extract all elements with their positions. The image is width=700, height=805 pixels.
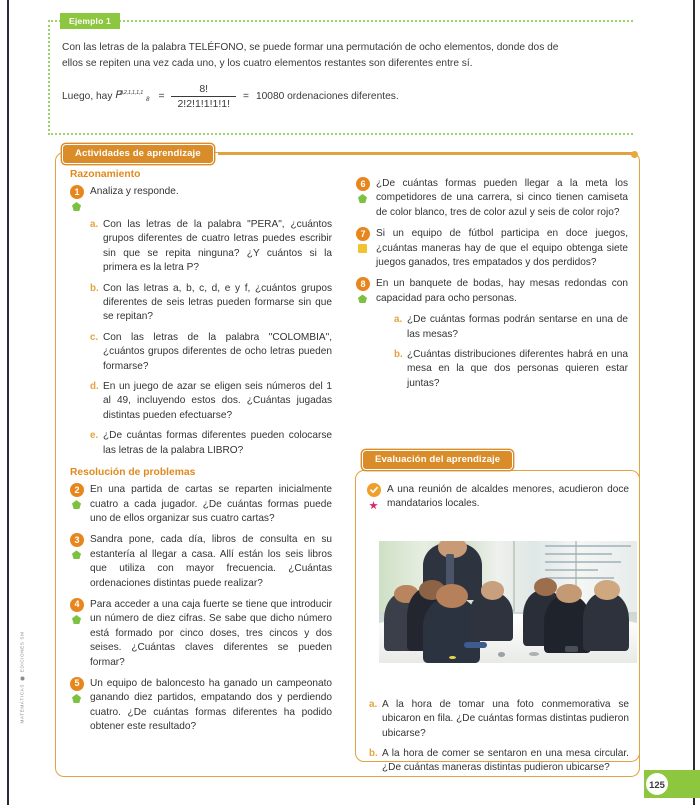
page-number: 125 (646, 773, 668, 795)
header-rule (218, 153, 637, 155)
item-markers (70, 533, 90, 559)
example-box (48, 15, 633, 135)
sub-item-letter: c. (90, 331, 99, 343)
publisher-credit (20, 618, 25, 738)
item-markers (70, 483, 90, 509)
sub-item-letter: a. (90, 219, 99, 230)
evaluation-subitems (369, 698, 629, 776)
sub-item-text: Con las letras de la palabra "PERA", ¿cuántos grupos diferentes de cuatro letras puedes escribir sin que se repita ninguna? ¿Y cuántos si la primera es la letra P? (103, 219, 332, 274)
sub-item-text: A la hora de comer se sentaron en una mesa circular. ¿De cuántas maneras distintas pudieron ubicarse? (382, 748, 629, 774)
permutation-symbol (115, 88, 149, 106)
sub-item-text: A la hora de tomar una foto conmemorativa se ubicaron en fila. ¿De cuántas formas distintas pudieron ubicarse? (382, 698, 629, 739)
pentagon-marker-icon (72, 202, 81, 211)
sub-item-a (394, 313, 628, 342)
activities-header-label: Actividades de aprendizaje (62, 144, 214, 164)
activity-item-5 (70, 677, 332, 735)
item-number-badge: 6 (356, 177, 370, 191)
sub-item-letter: b. (394, 349, 403, 361)
evaluation-box (355, 470, 640, 774)
item-markers (70, 598, 90, 624)
example-paragraph: Con las letras de la palabra TELÉFONO, se puede formar una permutación de ocho elementos, donde dos de ellos se repiten una vez cada uno, y los cuatro elementos restantes son diferentes entre sí. (62, 42, 559, 69)
evaluation-intro (367, 483, 629, 512)
activity-item-3 (70, 533, 332, 591)
item-text: Si un equipo de fútbol participa en doce juegos, ¿cuántas maneras hay de que el equipo obtenga siete juegos ganados, tres empatados y dos perdidos? (376, 228, 628, 269)
sub-item-d (90, 380, 332, 423)
item-text: Para acceder a una caja fuerte se tiene que introducir un número de diez cifras. Se sabe que dicho número está formado por cinco doses, tres cincos y dos seises. ¿Cuántas claves diferentes se pueden formar? (90, 598, 332, 668)
item-text: Un equipo de baloncesto ha ganado un campeonato ganando diez partidos, empatando dos y perdiendo cuatro. ¿De cuántas formas diferentes ha podido obtener este resultado? (90, 677, 332, 733)
item-markers (70, 677, 90, 703)
formula-numerator: 8! (199, 83, 209, 96)
activities-header (62, 144, 637, 164)
item-markers (356, 177, 376, 203)
razonamiento-title: Razonamiento (70, 169, 141, 180)
activity-item-1 (70, 185, 332, 211)
item-markers (356, 227, 376, 253)
sub-item-e (90, 429, 332, 458)
activity-item-8 (356, 277, 628, 306)
item-number-badge: 5 (70, 677, 84, 691)
pentagon-marker-icon (72, 694, 81, 703)
pentagon-marker-icon (358, 194, 367, 203)
right-page-edge (693, 0, 700, 805)
example-body (62, 40, 562, 110)
evaluation-text: A una reunión de alcaldes menores, acudieron doce mandatarios locales. (387, 484, 629, 510)
activity-item-2 (70, 483, 332, 526)
evaluation-header (362, 450, 638, 470)
item-text: En una partida de cartas se reparten inicialmente cuatro a cada jugador. ¿De cuántas formas puede uno de ellos organizar sus cuatro cartas? (90, 484, 332, 524)
item-text: Analiza y responde. (90, 186, 179, 197)
formula-equals-1: = (158, 90, 165, 102)
publisher-credit-prefix: MATEMÁTICAS (19, 683, 25, 724)
sub-item-b (369, 747, 629, 776)
formula-symbol: P (115, 88, 123, 101)
left-page-edge (0, 0, 9, 805)
activity-item-8-subitems (394, 313, 628, 391)
evaluation-header-label: Evaluación del aprendizaje (362, 450, 513, 470)
check-circle-icon (367, 483, 381, 497)
formula-lead: Luego, hay (62, 90, 113, 102)
item-markers (70, 185, 90, 211)
sub-item-letter: b. (369, 748, 378, 760)
item-text: Sandra pone, cada día, libros de consulta en su estantería al llegar a casa. Allí están los seis libros que utiliza con mayor frecuencia. ¿Cuántas ordenaciones distintas puede realizar? (90, 534, 332, 589)
publisher-credit-suffix: EDICIONES SM (19, 631, 25, 673)
star-marker-icon (369, 501, 378, 510)
item-number-badge: 7 (356, 227, 370, 241)
formula-subscript: 8 (146, 95, 150, 103)
item-text: ¿De cuántas formas pueden llegar a la meta los competidores de una carrera, si cinco tienen camiseta de color blanco, tres de color azul y seis de color rojo? (376, 178, 628, 218)
item-number-badge: 1 (70, 185, 84, 199)
sub-item-text: ¿De cuántas formas diferentes pueden colocarse las letras de la palabra LIBRO? (103, 430, 332, 456)
business-meeting-photo (379, 541, 637, 663)
pentagon-marker-icon (72, 550, 81, 559)
sub-item-c (90, 331, 332, 374)
pentagon-marker-icon (358, 294, 367, 303)
activities-right-column (356, 177, 628, 397)
activity-item-6 (356, 177, 628, 220)
item-number-badge: 3 (70, 533, 84, 547)
item-markers (367, 483, 387, 510)
page-number-badge (644, 770, 700, 798)
item-text: En un banquete de bodas, hay mesas redondas con capacidad para ocho personas. (376, 278, 628, 304)
item-number-badge: 2 (70, 483, 84, 497)
formula-equals-2: = (243, 90, 249, 102)
formula-result: 10080 ordenaciones diferentes. (255, 90, 399, 102)
resolucion-title: Resolución de problemas (70, 467, 196, 479)
item-number-badge: 8 (356, 277, 370, 291)
evaluation-content (367, 483, 629, 782)
sub-item-text: Con las letras de la palabra "COLOMBIA", ¿cuántos grupos diferentes de ocho letras pueden formarse? (103, 331, 332, 372)
sub-item-letter: b. (90, 282, 99, 294)
formula-fraction (171, 83, 236, 110)
sub-item-letter: a. (394, 314, 403, 326)
sub-item-b (90, 282, 332, 325)
activity-item-7 (356, 227, 628, 270)
pentagon-marker-icon (72, 615, 81, 624)
example-tag: Ejemplo 1 (60, 13, 120, 29)
activities-left-column (70, 169, 332, 742)
pentagon-marker-icon (72, 500, 81, 509)
sub-item-text: Con las letras a, b, c, d, e y f, ¿cuántos grupos diferentes de seis letras pueden formarse sin que se repitan? (103, 282, 332, 323)
sub-item-letter: e. (90, 430, 99, 442)
activity-item-4 (70, 598, 332, 670)
activity-item-1-subitems (90, 218, 332, 458)
sub-item-text: ¿De cuántas formas podrán sentarse en una de las mesas? (407, 314, 628, 340)
sub-item-letter: d. (90, 381, 99, 393)
example-formula (62, 83, 562, 110)
sub-item-text: En un juego de azar se eligen seis números del 1 al 49, incluyendo estos dos. ¿Cuántas jugadas distintas pueden efectuarse? (103, 381, 332, 421)
sub-item-letter: a. (369, 698, 378, 710)
formula-superscript: 2,2,1,1,1,1 (119, 89, 144, 96)
sub-item-a (369, 698, 629, 741)
sub-item-text: ¿Cuántas distribuciones diferentes habrá en una mesa en la que dos personas quieren estar juntas? (407, 349, 628, 389)
sub-item-a (90, 218, 332, 276)
sub-item-b (394, 348, 628, 391)
bullet-icon (20, 676, 24, 680)
item-number-badge: 4 (70, 598, 84, 612)
square-marker-icon (358, 244, 367, 253)
item-markers (356, 277, 376, 303)
formula-denominator: 2!2!1!1!1!1! (177, 98, 230, 111)
